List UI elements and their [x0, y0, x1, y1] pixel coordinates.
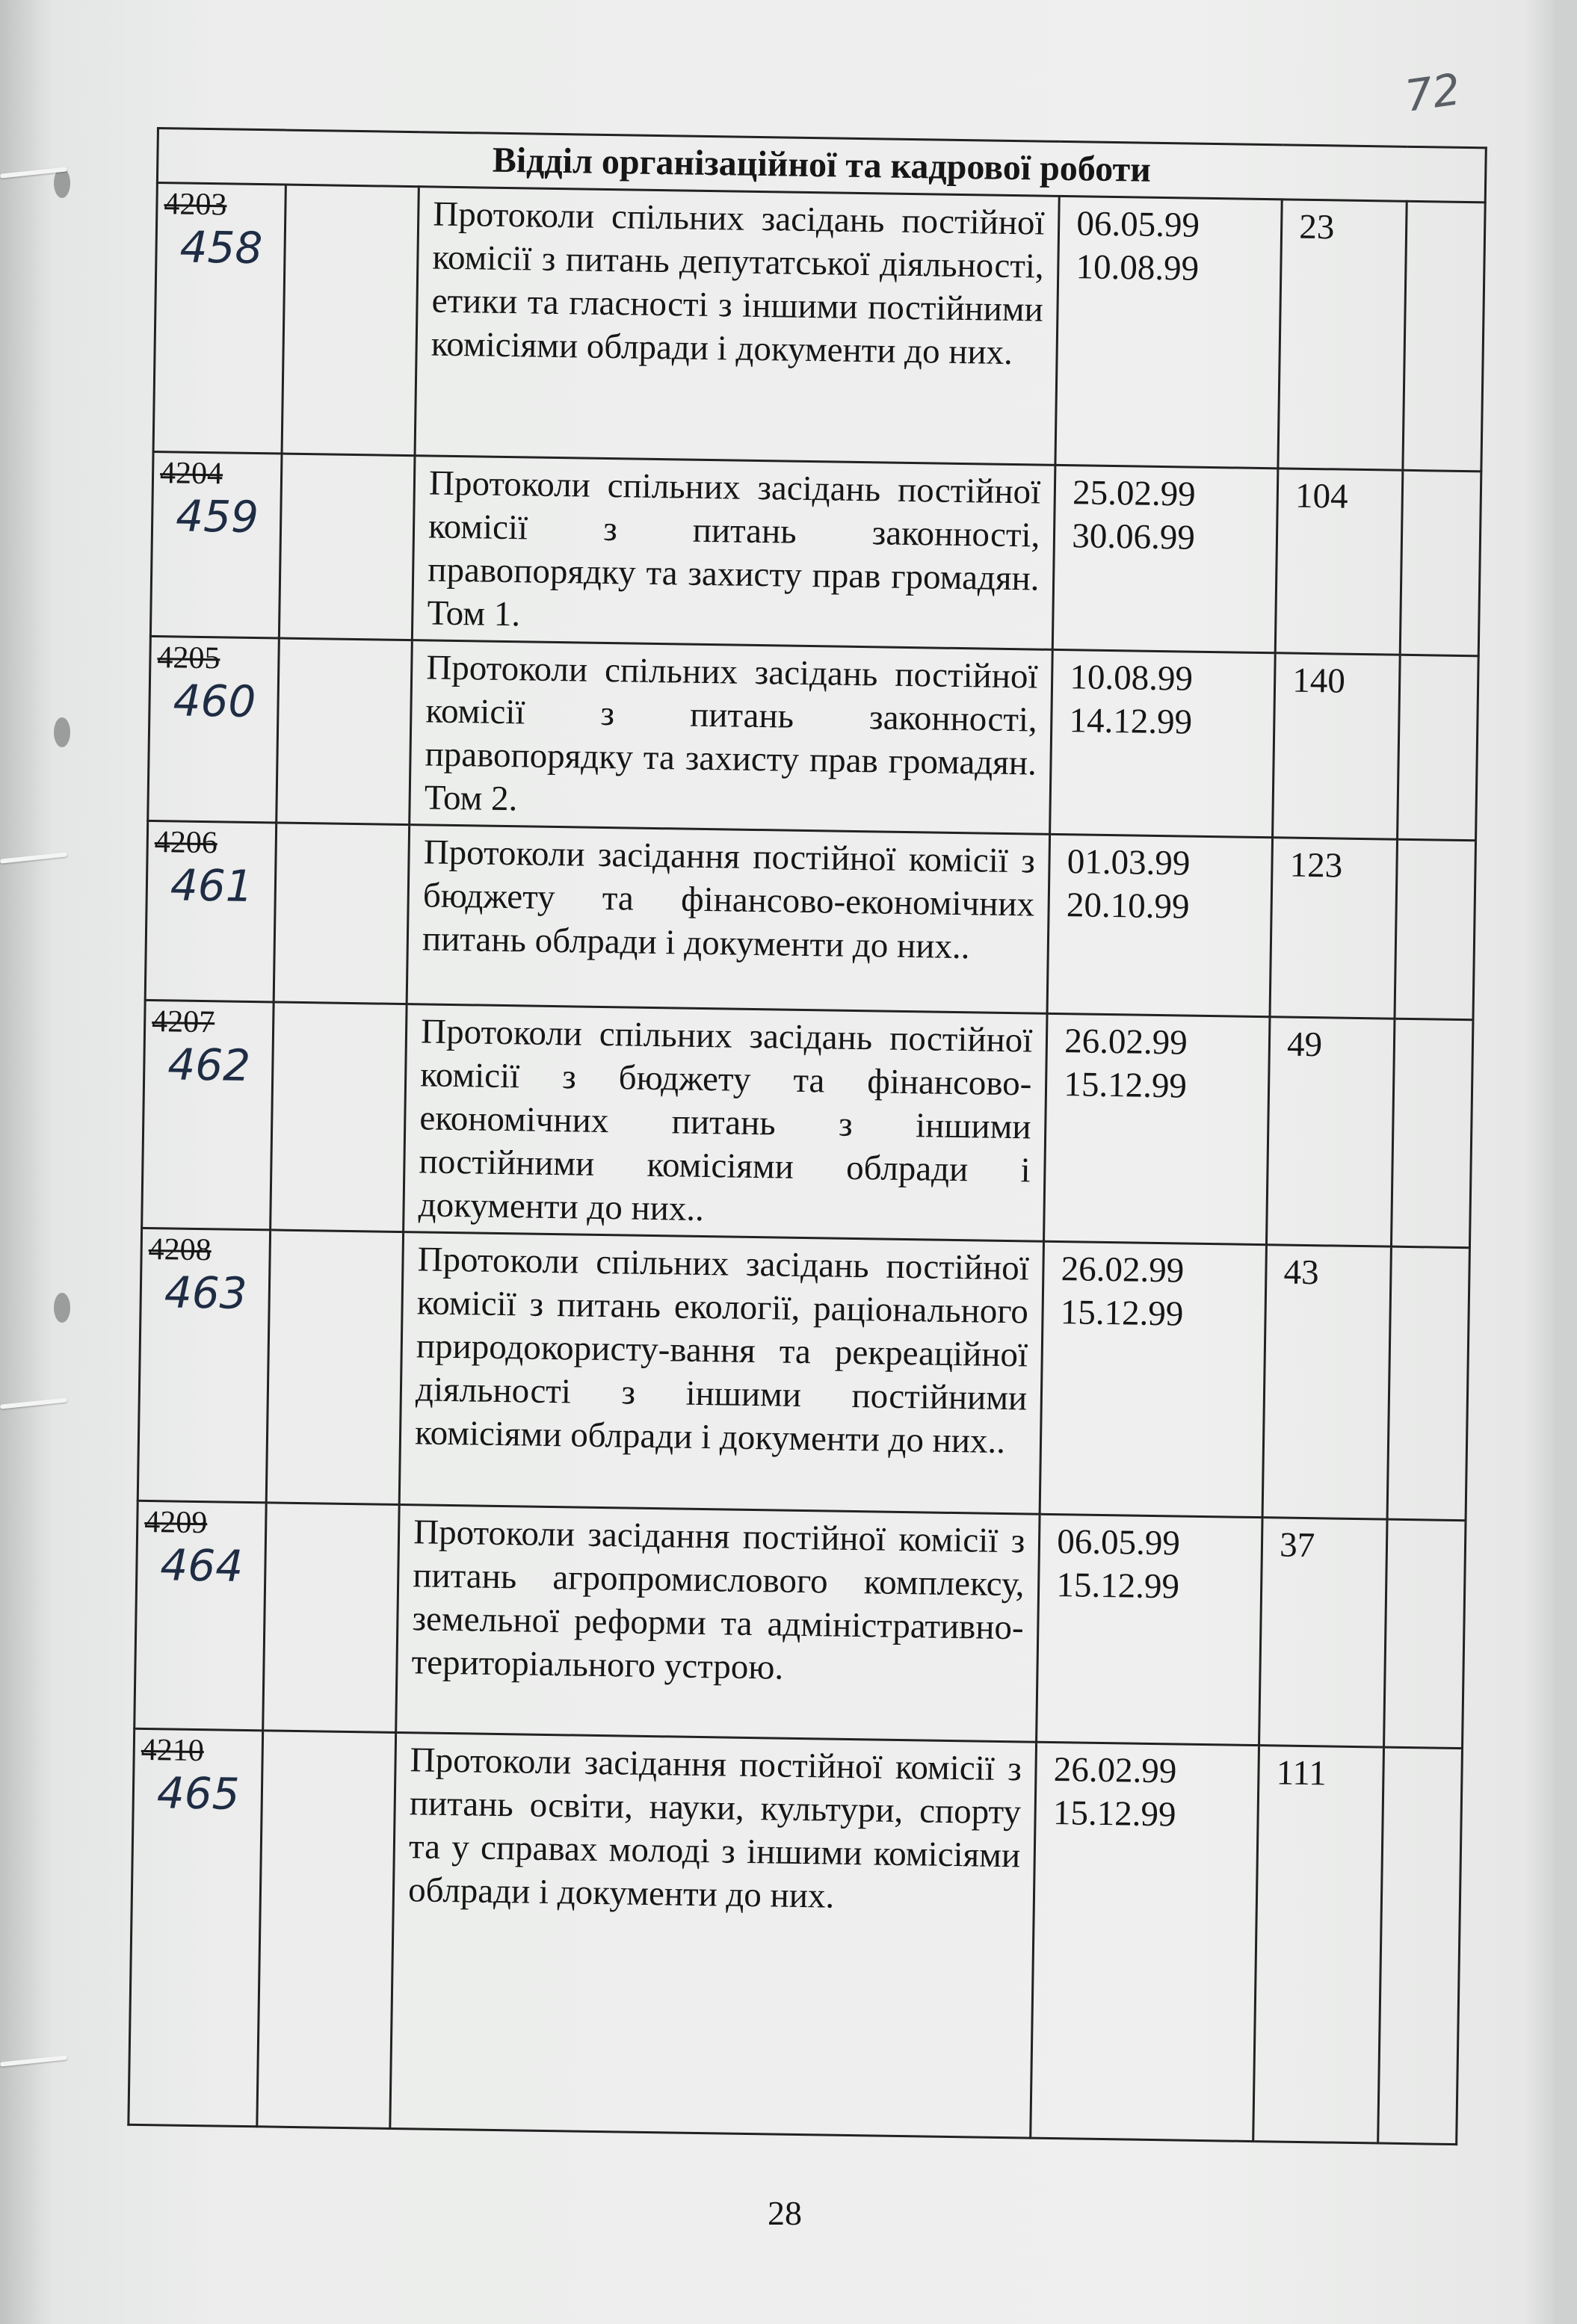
notes-cell — [1401, 470, 1481, 656]
notes-cell — [1378, 1747, 1462, 2144]
binding-hole — [54, 1293, 70, 1323]
case-title: Протоколи спільних засідань постійної комісії з питань законності, правопорядку та захисту прав громадян. Том 2. — [410, 640, 1053, 835]
table-row — [135, 1501, 1466, 1748]
table-row — [148, 636, 1478, 840]
new-case-number: 460 — [173, 675, 256, 728]
new-case-number: 464 — [159, 1539, 244, 1592]
index-cell — [271, 1002, 407, 1232]
new-case-number: 462 — [167, 1039, 251, 1091]
table-row — [145, 820, 1475, 1019]
old-case-number: 4209 — [143, 1504, 208, 1541]
notes-cell — [1384, 1519, 1466, 1749]
sheet-count: 37 — [1259, 1518, 1388, 1747]
case-number-cell — [150, 451, 282, 638]
case-title: Протоколи спільних засідань постійної комісії з бюджету та фінансово-економічних питань з іншими постійними комісіями облради і документи до них.. — [404, 1004, 1048, 1242]
index-cell — [280, 454, 415, 640]
notes-cell — [1387, 1246, 1469, 1521]
case-dates: 25.02.99 30.06.99 — [1053, 465, 1279, 652]
new-case-number: 461 — [170, 859, 254, 912]
old-case-number: 4210 — [141, 1732, 205, 1769]
binding-hole — [54, 717, 70, 747]
inventory-table — [127, 127, 1487, 2145]
case-title: Протоколи спільних засідань постійної комісії з питань екології, раціонального природокористу-вання та рекреаційної діяльності з іншими постійними комісіями облради і документи до них.. — [399, 1232, 1043, 1515]
index-cell — [274, 823, 410, 1004]
binding-thread — [0, 2055, 67, 2066]
index-cell — [277, 638, 412, 825]
binding-hole — [54, 168, 70, 198]
new-case-number: 465 — [156, 1767, 241, 1820]
case-number-cell — [135, 1501, 267, 1731]
old-case-number: 4204 — [159, 456, 223, 492]
sheet-count: 43 — [1262, 1245, 1392, 1519]
binding-thread — [0, 852, 67, 863]
case-number-cell — [142, 1000, 274, 1230]
notes-cell — [1403, 201, 1485, 472]
sheet-count: 111 — [1253, 1746, 1384, 2143]
binding-thread — [0, 1397, 67, 1409]
new-case-number: 463 — [164, 1267, 248, 1319]
case-title: Протоколи спільних засідань постійної комісії з питань законності, правопорядку та захисту прав громадян. Том 1. — [413, 456, 1056, 650]
table-row — [138, 1228, 1469, 1520]
old-case-number: 4205 — [157, 640, 220, 676]
case-dates: 06.05.99 15.12.99 — [1037, 1514, 1262, 1745]
inventory-rows — [129, 183, 1485, 2145]
handwritten-sheet-number: 72 — [1401, 64, 1464, 122]
case-number-cell — [148, 636, 280, 823]
table-row — [142, 1000, 1473, 1247]
notes-cell — [1398, 655, 1478, 841]
case-dates: 10.08.99 14.12.99 — [1050, 649, 1276, 837]
section-title: Відділ організаційної та кадрової роботи — [157, 129, 1486, 203]
table-row — [129, 1728, 1463, 2144]
notes-cell — [1395, 839, 1475, 1020]
index-cell — [267, 1230, 404, 1505]
old-case-number: 4207 — [151, 1004, 215, 1040]
sheet-count: 123 — [1270, 838, 1398, 1019]
case-dates: 26.02.99 15.12.99 — [1040, 1241, 1266, 1517]
old-case-number: 4206 — [154, 825, 218, 861]
index-cell — [283, 185, 419, 456]
table-row — [150, 451, 1481, 655]
new-case-number: 459 — [175, 490, 259, 543]
sheet-count: 104 — [1275, 469, 1403, 655]
case-title: Протоколи засідання постійної комісії з питань агропромислового комплексу, земельної реформи та адміністративно-територіального устрою. — [396, 1505, 1040, 1743]
new-case-number: 458 — [179, 221, 263, 274]
page-number: 28 — [768, 2194, 802, 2232]
notes-cell — [1392, 1019, 1473, 1248]
case-dates: 06.05.99 10.08.99 — [1055, 196, 1282, 468]
case-dates: 26.02.99 15.12.99 — [1044, 1013, 1270, 1244]
case-number-cell — [153, 183, 286, 454]
sheet-count: 23 — [1278, 200, 1407, 470]
sheet-count: 140 — [1273, 653, 1401, 839]
index-cell — [263, 1503, 399, 1733]
case-title: Протоколи засідання постійної комісії з питань освіти, науки, культури, спорту та у справах молоді з іншими комісіями облради і документи до них. — [390, 1732, 1037, 2138]
index-cell — [257, 1731, 396, 2129]
case-number-cell — [129, 1728, 263, 2127]
case-number-cell — [145, 820, 277, 1002]
case-dates: 26.02.99 15.12.99 — [1031, 1742, 1259, 2141]
table-row — [153, 183, 1485, 472]
old-case-number: 4203 — [164, 187, 227, 223]
case-number-cell — [138, 1228, 271, 1503]
old-case-number: 4208 — [148, 1232, 212, 1268]
sheet-count: 49 — [1267, 1017, 1395, 1246]
case-dates: 01.03.99 20.10.99 — [1047, 834, 1272, 1016]
inventory-table-wrapper — [127, 127, 1487, 2145]
case-title: Протоколи спільних засідань постійної комісії з питань депутатської діяльності, етики та гласності з іншими постійними комісіями облради і документи до них. — [415, 187, 1059, 466]
case-title: Протоколи засідання постійної комісії з бюджету та фінансово-економічних питань облради і документи до них.. — [407, 825, 1050, 1014]
